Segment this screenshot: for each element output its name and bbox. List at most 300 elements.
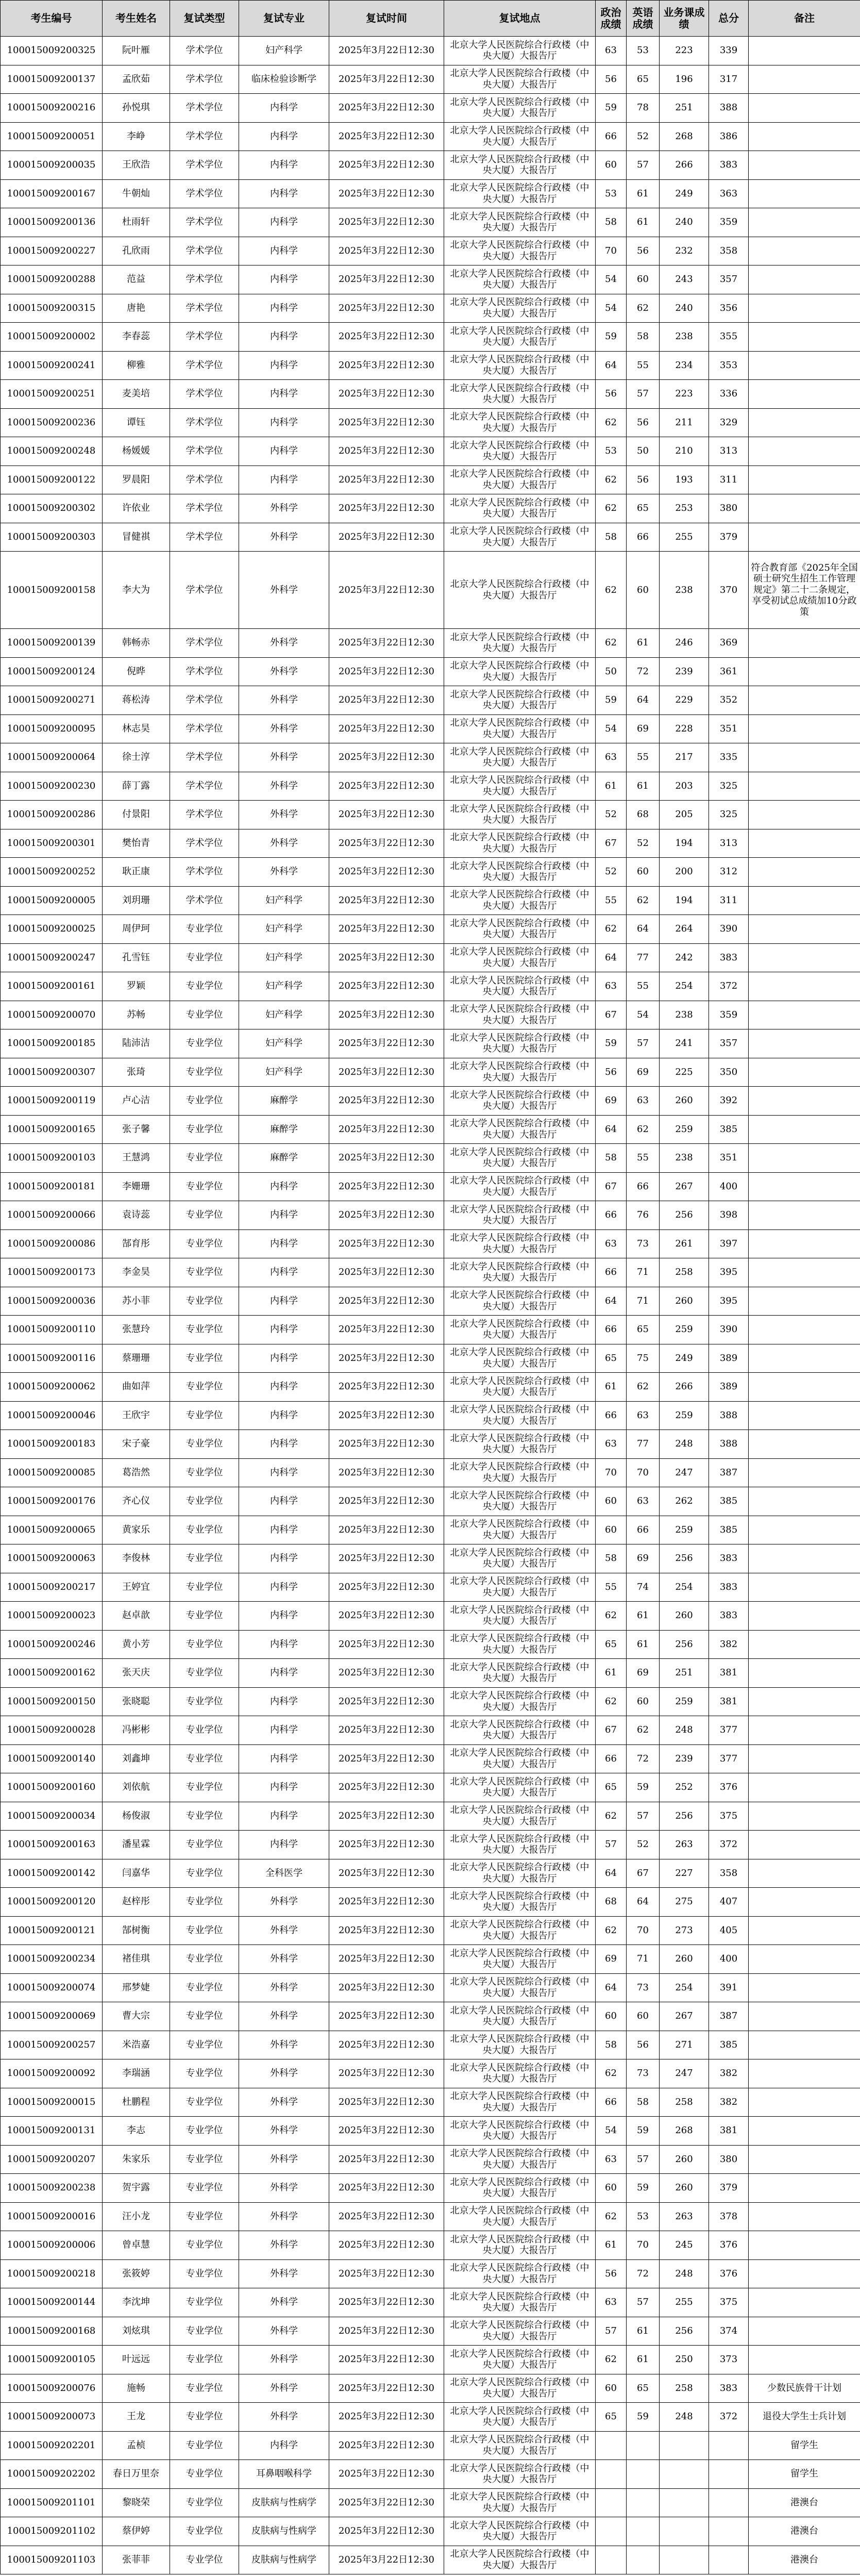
cell-type: 专业学位 bbox=[170, 1916, 239, 1945]
cell-total: 383 bbox=[709, 943, 749, 972]
cell-location: 北京大学人民医院综合行政楼（中央大厦）大报告厅 bbox=[444, 466, 596, 494]
table-row bbox=[1, 1602, 860, 1631]
cell-english: 71 bbox=[627, 1287, 660, 1316]
cell-type: 专业学位 bbox=[170, 1316, 239, 1344]
cell-total: 376 bbox=[709, 2259, 749, 2288]
cell-time: 2025年3月22日12:30 bbox=[329, 2546, 444, 2574]
cell-time: 2025年3月22日12:30 bbox=[329, 2031, 444, 2059]
cell-politics: 61 bbox=[596, 1659, 627, 1688]
cell-english: 60 bbox=[627, 552, 660, 629]
cell-id: 100015009200168 bbox=[1, 2317, 103, 2346]
cell-type: 学术学位 bbox=[170, 523, 239, 552]
cell-type: 学术学位 bbox=[170, 94, 239, 123]
cell-major: 妇产科学 bbox=[239, 915, 329, 944]
cell-time: 2025年3月22日12:30 bbox=[329, 523, 444, 552]
cell-major: 内科学 bbox=[239, 265, 329, 294]
cell-total: 383 bbox=[709, 1573, 749, 1602]
cell-english: 66 bbox=[627, 1172, 660, 1201]
cell-english: 65 bbox=[627, 2374, 660, 2403]
table-row bbox=[1, 629, 860, 658]
cell-time: 2025年3月22日12:30 bbox=[329, 1144, 444, 1173]
cell-english: 72 bbox=[627, 1744, 660, 1773]
cell-time: 2025年3月22日12:30 bbox=[329, 972, 444, 1001]
cell-id: 100015009200086 bbox=[1, 1229, 103, 1258]
cell-time: 2025年3月22日12:30 bbox=[329, 151, 444, 180]
cell-english bbox=[627, 2517, 660, 2546]
cell-location: 北京大学人民医院综合行政楼（中央大厦）大报告厅 bbox=[444, 2546, 596, 2574]
cell-english: 55 bbox=[627, 351, 660, 380]
cell-major: 内科学 bbox=[239, 1201, 329, 1230]
cell-id: 100015009200160 bbox=[1, 1773, 103, 1802]
cell-politics: 60 bbox=[596, 1487, 627, 1516]
cell-time: 2025年3月22日12:30 bbox=[329, 1744, 444, 1773]
cell-note: 留学生 bbox=[749, 2431, 860, 2460]
header-total: 总分 bbox=[709, 1, 749, 37]
cell-time: 2025年3月22日12:30 bbox=[329, 1172, 444, 1201]
cell-specialty: 250 bbox=[660, 2346, 709, 2374]
cell-english: 72 bbox=[627, 657, 660, 686]
cell-total: 375 bbox=[709, 1802, 749, 1831]
cell-total: 363 bbox=[709, 179, 749, 208]
cell-total: 392 bbox=[709, 1087, 749, 1116]
cell-total: 350 bbox=[709, 1058, 749, 1087]
cell-location: 北京大学人民医院综合行政楼（中央大厦）大报告厅 bbox=[444, 1573, 596, 1602]
cell-specialty: 247 bbox=[660, 1458, 709, 1487]
cell-type: 专业学位 bbox=[170, 1430, 239, 1459]
cell-type: 学术学位 bbox=[170, 829, 239, 858]
cell-type: 专业学位 bbox=[170, 1344, 239, 1373]
cell-type: 专业学位 bbox=[170, 2088, 239, 2117]
cell-total: 336 bbox=[709, 380, 749, 409]
cell-location: 北京大学人民医院综合行政楼（中央大厦）大报告厅 bbox=[444, 523, 596, 552]
cell-name: 杨媛媛 bbox=[103, 437, 170, 466]
cell-politics: 69 bbox=[596, 1945, 627, 1974]
cell-note bbox=[749, 1115, 860, 1144]
cell-english: 64 bbox=[627, 915, 660, 944]
cell-english: 52 bbox=[627, 1831, 660, 1859]
cell-location: 北京大学人民医院综合行政楼（中央大厦）大报告厅 bbox=[444, 2460, 596, 2489]
cell-english: 76 bbox=[627, 1201, 660, 1230]
cell-major: 内科学 bbox=[239, 1373, 329, 1402]
cell-note bbox=[749, 1573, 860, 1602]
cell-politics: 65 bbox=[596, 2403, 627, 2432]
cell-note bbox=[749, 943, 860, 972]
table-row bbox=[1, 801, 860, 829]
cell-english: 65 bbox=[627, 1316, 660, 1344]
table-row bbox=[1, 1487, 860, 1516]
table-row bbox=[1, 294, 860, 323]
cell-location: 北京大学人民医院综合行政楼（中央大厦）大报告厅 bbox=[444, 1344, 596, 1373]
cell-name: 黎晓荣 bbox=[103, 2488, 170, 2517]
cell-major: 外科学 bbox=[239, 2202, 329, 2231]
cell-major: 外科学 bbox=[239, 2059, 329, 2088]
cell-note bbox=[749, 915, 860, 944]
table-row bbox=[1, 1115, 860, 1144]
cell-id: 100015009200251 bbox=[1, 380, 103, 409]
cell-politics: 55 bbox=[596, 1573, 627, 1602]
table-row bbox=[1, 1401, 860, 1430]
cell-total: 369 bbox=[709, 629, 749, 658]
cell-location: 北京大学人民医院综合行政楼（中央大厦）大报告厅 bbox=[444, 1773, 596, 1802]
cell-time: 2025年3月22日12:30 bbox=[329, 1001, 444, 1029]
cell-major: 麻醉学 bbox=[239, 1115, 329, 1144]
cell-specialty: 232 bbox=[660, 237, 709, 265]
cell-location: 北京大学人民医院综合行政楼（中央大厦）大报告厅 bbox=[444, 1744, 596, 1773]
cell-note bbox=[749, 2231, 860, 2260]
cell-note bbox=[749, 179, 860, 208]
cell-id: 100015009200176 bbox=[1, 1487, 103, 1516]
cell-politics: 65 bbox=[596, 1630, 627, 1659]
cell-specialty: 253 bbox=[660, 494, 709, 523]
cell-politics: 59 bbox=[596, 1029, 627, 1058]
cell-major: 外科学 bbox=[239, 2031, 329, 2059]
cell-politics: 62 bbox=[596, 2059, 627, 2088]
cell-politics: 66 bbox=[596, 1744, 627, 1773]
cell-politics: 53 bbox=[596, 179, 627, 208]
cell-time: 2025年3月22日12:30 bbox=[329, 494, 444, 523]
cell-english: 56 bbox=[627, 237, 660, 265]
cell-id: 100015009200120 bbox=[1, 1888, 103, 1917]
cell-name: 杨俊淑 bbox=[103, 1802, 170, 1831]
cell-english: 61 bbox=[627, 1630, 660, 1659]
cell-total: 389 bbox=[709, 1373, 749, 1402]
cell-id: 100015009200303 bbox=[1, 523, 103, 552]
cell-politics: 67 bbox=[596, 1716, 627, 1745]
cell-time: 2025年3月22日12:30 bbox=[329, 65, 444, 94]
cell-time: 2025年3月22日12:30 bbox=[329, 1659, 444, 1688]
cell-major: 内科学 bbox=[239, 1287, 329, 1316]
cell-specialty: 254 bbox=[660, 1573, 709, 1602]
cell-id: 100015009200016 bbox=[1, 2202, 103, 2231]
cell-major: 内科学 bbox=[239, 323, 329, 352]
cell-id: 100015009200051 bbox=[1, 122, 103, 151]
cell-name: 张筱婷 bbox=[103, 2259, 170, 2288]
cell-total: 351 bbox=[709, 714, 749, 743]
cell-total: 388 bbox=[709, 94, 749, 123]
cell-note bbox=[749, 829, 860, 858]
cell-id: 100015009200163 bbox=[1, 1831, 103, 1859]
cell-politics: 60 bbox=[596, 1516, 627, 1544]
header-row bbox=[1, 1, 860, 37]
cell-english: 77 bbox=[627, 1430, 660, 1459]
cell-total bbox=[709, 2517, 749, 2546]
cell-id: 100015009200150 bbox=[1, 1687, 103, 1716]
cell-type: 学术学位 bbox=[170, 437, 239, 466]
cell-type: 学术学位 bbox=[170, 237, 239, 265]
cell-specialty: 210 bbox=[660, 437, 709, 466]
cell-total: 385 bbox=[709, 1516, 749, 1544]
cell-politics: 65 bbox=[596, 1773, 627, 1802]
table-row bbox=[1, 380, 860, 409]
table-row bbox=[1, 2002, 860, 2031]
cell-specialty: 205 bbox=[660, 801, 709, 829]
cell-time: 2025年3月22日12:30 bbox=[329, 2202, 444, 2231]
cell-major: 妇产科学 bbox=[239, 37, 329, 65]
cell-id: 100015009200069 bbox=[1, 2002, 103, 2031]
cell-type: 专业学位 bbox=[170, 1401, 239, 1430]
cell-total: 381 bbox=[709, 2117, 749, 2146]
cell-major: 内科学 bbox=[239, 408, 329, 437]
cell-note bbox=[749, 1687, 860, 1716]
cell-major: 内科学 bbox=[239, 1716, 329, 1745]
cell-major: 外科学 bbox=[239, 1973, 329, 2002]
cell-id: 100015009200315 bbox=[1, 294, 103, 323]
cell-name: 唐艳 bbox=[103, 294, 170, 323]
table-row bbox=[1, 1172, 860, 1201]
cell-type: 学术学位 bbox=[170, 351, 239, 380]
cell-major: 外科学 bbox=[239, 858, 329, 887]
cell-name: 张慧玲 bbox=[103, 1316, 170, 1344]
cell-politics: 62 bbox=[596, 2202, 627, 2231]
cell-note bbox=[749, 1258, 860, 1287]
cell-english: 61 bbox=[627, 629, 660, 658]
cell-major: 外科学 bbox=[239, 686, 329, 715]
cell-major: 内科学 bbox=[239, 1544, 329, 1573]
cell-location: 北京大学人民医院综合行政楼（中央大厦）大报告厅 bbox=[444, 1487, 596, 1516]
cell-english: 72 bbox=[627, 2259, 660, 2288]
cell-id: 100015009201103 bbox=[1, 2546, 103, 2574]
cell-name: 李姗珊 bbox=[103, 1172, 170, 1201]
cell-name: 刘炫琪 bbox=[103, 2317, 170, 2346]
cell-politics: 59 bbox=[596, 94, 627, 123]
cell-type: 专业学位 bbox=[170, 2403, 239, 2432]
cell-politics: 62 bbox=[596, 1602, 627, 1631]
cell-major: 外科学 bbox=[239, 2374, 329, 2403]
cell-id: 100015009200062 bbox=[1, 1373, 103, 1402]
cell-location: 北京大学人民医院综合行政楼（中央大厦）大报告厅 bbox=[444, 1373, 596, 1402]
cell-politics bbox=[596, 2546, 627, 2574]
cell-name: 孟桢 bbox=[103, 2431, 170, 2460]
cell-name: 李俊林 bbox=[103, 1544, 170, 1573]
table-row bbox=[1, 972, 860, 1001]
cell-note bbox=[749, 1516, 860, 1544]
cell-english: 57 bbox=[627, 1802, 660, 1831]
cell-time: 2025年3月22日12:30 bbox=[329, 1802, 444, 1831]
cell-note bbox=[749, 1602, 860, 1631]
cell-location: 北京大学人民医院综合行政楼（中央大厦）大报告厅 bbox=[444, 2231, 596, 2260]
cell-id: 100015009200005 bbox=[1, 886, 103, 915]
header-specialty: 业务课成绩 bbox=[660, 1, 709, 37]
cell-type: 专业学位 bbox=[170, 1516, 239, 1544]
cell-name: 贺宇露 bbox=[103, 2174, 170, 2203]
cell-total: 353 bbox=[709, 351, 749, 380]
cell-time: 2025年3月22日12:30 bbox=[329, 351, 444, 380]
cell-note bbox=[749, 1287, 860, 1316]
cell-id: 100015009200246 bbox=[1, 1630, 103, 1659]
cell-english: 57 bbox=[627, 151, 660, 180]
cell-major: 外科学 bbox=[239, 2145, 329, 2174]
cell-english bbox=[627, 2546, 660, 2574]
table-row bbox=[1, 743, 860, 772]
cell-specialty: 258 bbox=[660, 2374, 709, 2403]
cell-english: 63 bbox=[627, 1487, 660, 1516]
cell-politics: 61 bbox=[596, 772, 627, 801]
cell-total: 325 bbox=[709, 801, 749, 829]
table-row bbox=[1, 2488, 860, 2517]
cell-type: 学术学位 bbox=[170, 466, 239, 494]
cell-name: 苏小菲 bbox=[103, 1287, 170, 1316]
cell-english: 58 bbox=[627, 323, 660, 352]
table-header bbox=[1, 1, 860, 37]
cell-location: 北京大学人民医院综合行政楼（中央大厦）大报告厅 bbox=[444, 1144, 596, 1173]
cell-name: 潘星霖 bbox=[103, 1831, 170, 1859]
cell-location: 北京大学人民医院综合行政楼（中央大厦）大报告厅 bbox=[444, 2088, 596, 2117]
cell-major: 内科学 bbox=[239, 179, 329, 208]
table-row bbox=[1, 1773, 860, 1802]
cell-id: 100015009200165 bbox=[1, 1115, 103, 1144]
cell-time: 2025年3月22日12:30 bbox=[329, 629, 444, 658]
cell-id: 100015009200181 bbox=[1, 1172, 103, 1201]
cell-total: 355 bbox=[709, 323, 749, 352]
cell-english: 62 bbox=[627, 1716, 660, 1745]
cell-type: 学术学位 bbox=[170, 208, 239, 237]
cell-name: 叶远远 bbox=[103, 2346, 170, 2374]
table-row bbox=[1, 466, 860, 494]
cell-name: 宋子豪 bbox=[103, 1430, 170, 1459]
table-row bbox=[1, 1659, 860, 1688]
cell-time: 2025年3月22日12:30 bbox=[329, 1773, 444, 1802]
cell-total bbox=[709, 2460, 749, 2489]
cell-type: 学术学位 bbox=[170, 408, 239, 437]
cell-location: 北京大学人民医院综合行政楼（中央大厦）大报告厅 bbox=[444, 2059, 596, 2088]
cell-name: 蔡珊珊 bbox=[103, 1344, 170, 1373]
table-row bbox=[1, 494, 860, 523]
cell-total: 373 bbox=[709, 2346, 749, 2374]
cell-type: 专业学位 bbox=[170, 1229, 239, 1258]
cell-specialty: 241 bbox=[660, 1029, 709, 1058]
cell-time: 2025年3月22日12:30 bbox=[329, 1258, 444, 1287]
cell-type: 学术学位 bbox=[170, 886, 239, 915]
cell-time: 2025年3月22日12:30 bbox=[329, 772, 444, 801]
cell-major: 外科学 bbox=[239, 801, 329, 829]
cell-time: 2025年3月22日12:30 bbox=[329, 1544, 444, 1573]
cell-major: 外科学 bbox=[239, 1888, 329, 1917]
cell-specialty bbox=[660, 2431, 709, 2460]
cell-specialty: 217 bbox=[660, 743, 709, 772]
cell-politics: 62 bbox=[596, 1687, 627, 1716]
cell-name: 李金昊 bbox=[103, 1258, 170, 1287]
cell-location: 北京大学人民医院综合行政楼（中央大厦）大报告厅 bbox=[444, 179, 596, 208]
cell-id: 100015009200217 bbox=[1, 1573, 103, 1602]
cell-id: 100015009200230 bbox=[1, 772, 103, 801]
cell-politics: 69 bbox=[596, 1087, 627, 1116]
cell-type: 专业学位 bbox=[170, 2174, 239, 2203]
cell-name: 王慧鸿 bbox=[103, 1144, 170, 1173]
cell-location: 北京大学人民医院综合行政楼（中央大厦）大报告厅 bbox=[444, 1973, 596, 2002]
cell-time: 2025年3月22日12:30 bbox=[329, 237, 444, 265]
cell-location: 北京大学人民医院综合行政楼（中央大厦）大报告厅 bbox=[444, 2002, 596, 2031]
cell-type: 专业学位 bbox=[170, 1773, 239, 1802]
cell-time: 2025年3月22日12:30 bbox=[329, 657, 444, 686]
cell-time: 2025年3月22日12:30 bbox=[329, 1229, 444, 1258]
cell-time: 2025年3月22日12:30 bbox=[329, 1916, 444, 1945]
cell-major: 内科学 bbox=[239, 208, 329, 237]
header-type: 复试类型 bbox=[170, 1, 239, 37]
table-row bbox=[1, 915, 860, 944]
cell-name: 樊怡青 bbox=[103, 829, 170, 858]
cell-location: 北京大学人民医院综合行政楼（中央大厦）大报告厅 bbox=[444, 2431, 596, 2460]
cell-location: 北京大学人民医院综合行政楼（中央大厦）大报告厅 bbox=[444, 122, 596, 151]
cell-total: 339 bbox=[709, 37, 749, 65]
cell-note bbox=[749, 2088, 860, 2117]
cell-note bbox=[749, 1544, 860, 1573]
cell-major: 内科学 bbox=[239, 1602, 329, 1631]
cell-politics: 67 bbox=[596, 1172, 627, 1201]
cell-major: 内科学 bbox=[239, 1344, 329, 1373]
cell-type: 专业学位 bbox=[170, 1458, 239, 1487]
cell-name: 谭钰 bbox=[103, 408, 170, 437]
cell-note bbox=[749, 657, 860, 686]
table-row bbox=[1, 1316, 860, 1344]
cell-total: 359 bbox=[709, 208, 749, 237]
cell-specialty: 200 bbox=[660, 858, 709, 887]
cell-specialty: 196 bbox=[660, 65, 709, 94]
cell-location: 北京大学人民医院综合行政楼（中央大厦）大报告厅 bbox=[444, 743, 596, 772]
cell-politics: 62 bbox=[596, 629, 627, 658]
cell-total: 380 bbox=[709, 494, 749, 523]
cell-id: 100015009200046 bbox=[1, 1401, 103, 1430]
cell-politics: 55 bbox=[596, 886, 627, 915]
cell-specialty: 271 bbox=[660, 2031, 709, 2059]
cell-specialty bbox=[660, 2460, 709, 2489]
cell-id: 100015009200302 bbox=[1, 494, 103, 523]
cell-total: 379 bbox=[709, 2174, 749, 2203]
cell-specialty: 223 bbox=[660, 380, 709, 409]
cell-time: 2025年3月22日12:30 bbox=[329, 1973, 444, 2002]
cell-total: 387 bbox=[709, 1458, 749, 1487]
cell-major: 内科学 bbox=[239, 1630, 329, 1659]
cell-id: 100015009200142 bbox=[1, 1859, 103, 1888]
cell-politics: 66 bbox=[596, 1401, 627, 1430]
cell-location: 北京大学人民医院综合行政楼（中央大厦）大报告厅 bbox=[444, 1287, 596, 1316]
cell-specialty: 268 bbox=[660, 122, 709, 151]
cell-type: 专业学位 bbox=[170, 1659, 239, 1688]
cell-name: 刘玥珊 bbox=[103, 886, 170, 915]
cell-type: 学术学位 bbox=[170, 714, 239, 743]
cell-note bbox=[749, 743, 860, 772]
cell-english: 50 bbox=[627, 437, 660, 466]
cell-politics: 58 bbox=[596, 1544, 627, 1573]
cell-specialty: 239 bbox=[660, 1744, 709, 1773]
cell-total: 395 bbox=[709, 1287, 749, 1316]
cell-location: 北京大学人民医院综合行政楼（中央大厦）大报告厅 bbox=[444, 1687, 596, 1716]
cell-time: 2025年3月22日12:30 bbox=[329, 1888, 444, 1917]
cell-location: 北京大学人民医院综合行政楼（中央大厦）大报告厅 bbox=[444, 65, 596, 94]
table-row bbox=[1, 552, 860, 629]
header-name: 考生姓名 bbox=[103, 1, 170, 37]
table-row bbox=[1, 1687, 860, 1716]
table-row bbox=[1, 408, 860, 437]
table-row bbox=[1, 829, 860, 858]
cell-location: 北京大学人民医院综合行政楼（中央大厦）大报告厅 bbox=[444, 2117, 596, 2146]
cell-politics: 64 bbox=[596, 1115, 627, 1144]
cell-id: 100015009200238 bbox=[1, 2174, 103, 2203]
table-row bbox=[1, 2202, 860, 2231]
cell-type: 专业学位 bbox=[170, 2002, 239, 2031]
cell-location: 北京大学人民医院综合行政楼（中央大厦）大报告厅 bbox=[444, 1458, 596, 1487]
cell-time: 2025年3月22日12:30 bbox=[329, 408, 444, 437]
cell-id: 100015009200236 bbox=[1, 408, 103, 437]
cell-name: 耿正康 bbox=[103, 858, 170, 887]
cell-note bbox=[749, 1029, 860, 1058]
cell-name: 许依业 bbox=[103, 494, 170, 523]
cell-politics: 60 bbox=[596, 2002, 627, 2031]
cell-id: 100015009200307 bbox=[1, 1058, 103, 1087]
cell-politics: 54 bbox=[596, 714, 627, 743]
cell-major: 外科学 bbox=[239, 552, 329, 629]
cell-major: 麻醉学 bbox=[239, 1087, 329, 1116]
cell-specialty: 262 bbox=[660, 1487, 709, 1516]
